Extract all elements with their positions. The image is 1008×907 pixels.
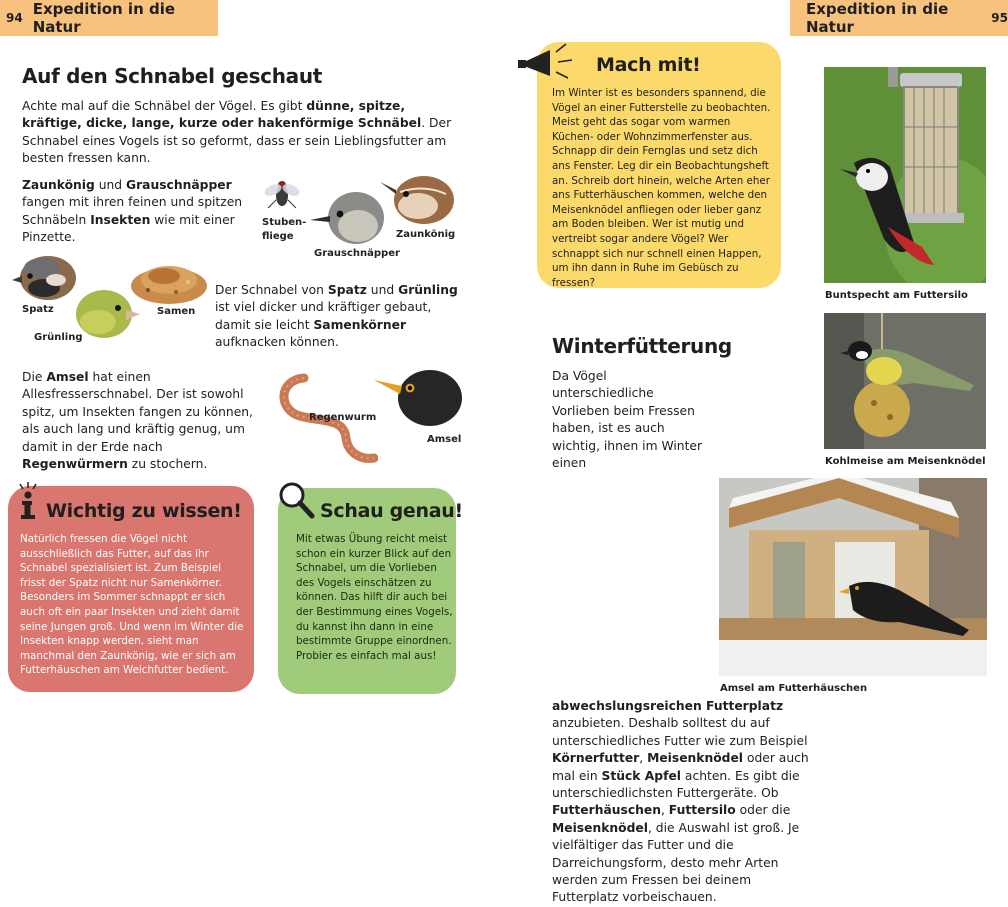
kohlmeise-photo <box>824 313 986 449</box>
label-gruenling: Grünling <box>34 332 83 343</box>
caption-amsel: Amsel am Futterhäuschen <box>720 683 868 694</box>
samen-illustration <box>128 256 210 306</box>
label-stubenfliege: Stuben- fliege <box>262 217 307 242</box>
wichtig-title: Wichtig zu wissen! <box>46 500 242 522</box>
wichtig-text: Natürlich fressen die Vögel nicht ausschließlich das Futter, auf das ihr Schnabel spezialisiert ist. Zum Beispiel frisst der Spatz nicht nur Samenkörner. Besonders im Sommer schnappt er sich auch oft ein paar Insekten und zieht damit seine Jungen groß. Und wenn im Winter die Insekten knapp werden, sieht man manchmal den Zaunkönig, wie er sich am Futterhäuschen am Weichfutter bedient. <box>20 533 244 677</box>
buntspecht-scene <box>824 67 986 283</box>
label-spatz: Spatz <box>22 304 54 315</box>
caption-buntspecht: Buntspecht am Futtersilo <box>825 290 968 301</box>
header-title-left: Expedition in die Natur <box>32 0 176 36</box>
header-right <box>790 0 1008 36</box>
header-title-right: Expedition in die Natur <box>806 0 949 36</box>
winter-text: Da Vögel unterschiedliche Vorlieben beim Fressen haben, ist es auch wichtig, ihnen im Winter einen abwechslungsreichen Futterplatz anzubieten. Deshalb solltest du auf unterschiedliches Futter wie zum Beispiel Körnerfutter, Meisenknödel oder auch mal ein Stück Apfel achten. Es gibt die unterschiedlichsten Futtergeräte. Ob Futterhäuschen, Futtersilo oder die Meisenknödel, die Auswahl ist groß. Je vielfältiger das Futter und die Darreichungsform, desto mehr Arten werden zum Fressen bei deinem Futterplatz vorbeischauen. <box>552 369 809 905</box>
grauschnaepper-illustration <box>308 186 386 246</box>
megaphone-icon <box>516 40 592 80</box>
machmit-title: Mach mit! <box>596 54 701 76</box>
header-left <box>0 0 218 36</box>
buntspecht-photo <box>824 67 986 283</box>
schnabel-samen-text: Der Schnabel von Spatz und Grünling ist viel dicker und kräftiger gebaut, damit sie leicht Samenkörner aufknacken können. <box>215 283 458 350</box>
schnabel-amsel-text: Die Amsel hat einen Allesfresserschnabel. Der ist sowohl spitz, um Insekten fangen zu können, als auch lang und kräftig genug, um damit in der Erde nach Regenwürmern zu stochern. <box>22 370 253 472</box>
label-samen: Samen <box>157 306 196 317</box>
amsel-futterhaus-scene <box>719 478 987 676</box>
schau-text: Mit etwas Übung reicht meist schon ein kurzer Blick auf den Schnabel, um die Vorlieben des Vogels einschätzen zu können. Das hilft dir auch bei der Bestimmung eines Vogels, du kannst ihn dann in eine bestimmte Gruppe einordnen. Probier es einfach mal aus! <box>296 533 453 662</box>
winter-title: Winterfütterung <box>552 334 732 358</box>
zaunkoenig-illustration <box>380 170 458 226</box>
caption-kohlmeise: Kohlmeise am Meisenknödel <box>825 456 986 467</box>
amsel-illustration <box>372 366 464 430</box>
machmit-text: Im Winter ist es besonders spannend, die Vögel an einer Futterstelle zu beobachten. Meist geht das sogar vom warmen Küchen- oder Wohnzimmerfenster aus. Schnapp dir dein Fernglas und setz dich ans Fenster. Leg dir ein Beobachtungsheft an. Schreib dort hinein, welche Arten eher ans Futterhäuschen kommen, welche den Meisenknödel anfliegen oder lieber ganz am Boden bleiben. Wer ist mutig und vertreibt sogar andere Vögel? Wer schnappt sich nur schnell einen Happen, um ihn dann in Ruhe im Gebüsch zu fressen? <box>552 87 771 289</box>
schnabel-title: Auf den Schnabel geschaut <box>22 64 323 88</box>
page-number-right: 95 <box>991 11 1008 25</box>
info-icon <box>14 480 42 522</box>
spatz-illustration <box>12 250 78 302</box>
label-grauschnaepper: Grauschnäpper <box>314 248 400 259</box>
fly-illustration <box>262 176 302 212</box>
magnifier-icon <box>276 480 316 522</box>
schnabel-insekten-text: Zaunkönig und Grauschnäpper fangen mit ihren feinen und spitzen Schnäbeln Insekten wie mit einer Pinzette. <box>22 178 243 245</box>
schau-title: Schau genau! <box>320 500 463 522</box>
schnabel-intro: Achte mal auf die Schnäbel der Vögel. Es gibt dünne, spitze, kräftige, dicke, lange, kurze oder hakenförmige Schnäbel. Der Schnabel eines Vogels ist so geformt, dass er sein Lieblingsfutter am besten fressen kann. <box>22 99 452 166</box>
kohlmeise-scene <box>824 313 986 449</box>
label-amsel: Amsel <box>427 434 462 445</box>
label-zaunkoenig: Zaunkönig <box>396 229 456 240</box>
label-regenwurm: Regenwurm <box>309 412 377 423</box>
page-number-left: 94 <box>6 11 23 25</box>
amsel-futterhaus-photo <box>719 478 987 676</box>
